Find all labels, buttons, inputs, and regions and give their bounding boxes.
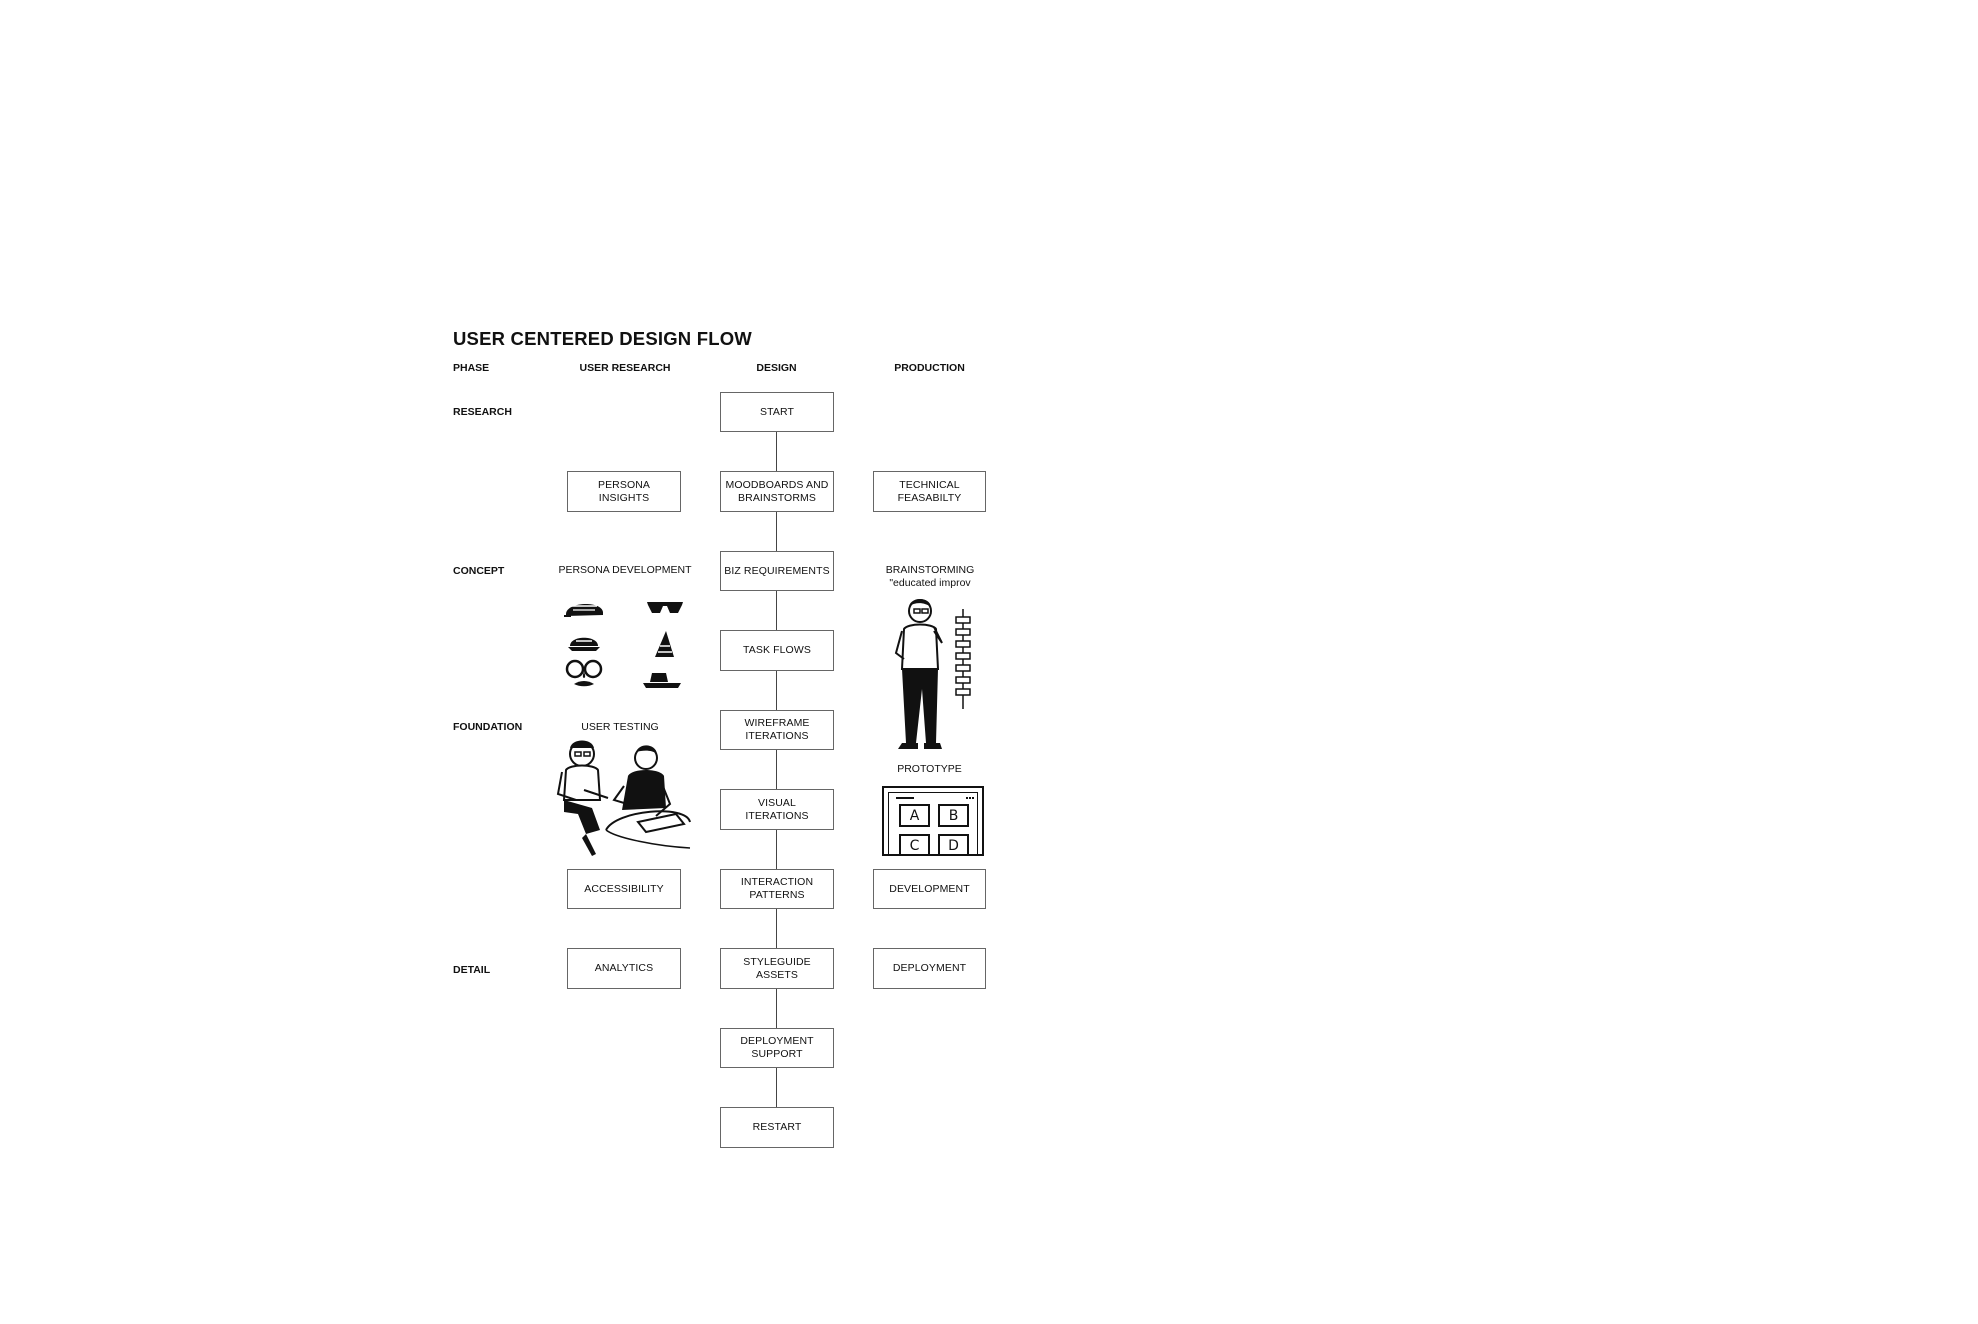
design-step-biz-requirements: BIZ REQUIREMENTS xyxy=(720,551,834,591)
design-step-restart: RESTART xyxy=(720,1107,834,1148)
design-step-task-flows: TASK FLOWS xyxy=(720,630,834,671)
thinking-person-illustration xyxy=(890,597,974,753)
prototype-cell-d: D xyxy=(938,834,969,856)
phase-research: RESEARCH xyxy=(453,406,512,418)
column-header-production: PRODUCTION xyxy=(894,362,965,374)
technical-feasibility-box: TECHNICAL FEASABILTY xyxy=(873,471,986,512)
user-testing-illustration xyxy=(556,738,692,864)
design-step-deployment-support: DEPLOYMENT SUPPORT xyxy=(720,1028,834,1068)
design-step-styleguide-assets: STYLEGUIDE ASSETS xyxy=(720,948,834,989)
prototype-cell-c: C xyxy=(899,834,930,856)
development-box: DEVELOPMENT xyxy=(873,869,986,909)
cap-icon xyxy=(566,632,602,652)
column-header-design: DESIGN xyxy=(756,362,797,374)
diagram-title: USER CENTERED DESIGN FLOW xyxy=(453,328,752,349)
design-step-moodboards: MOODBOARDS AND BRAINSTORMS xyxy=(720,471,834,512)
design-step-wireframe-iterations: WIREFRAME ITERATIONS xyxy=(720,710,834,750)
user-testing-label: USER TESTING xyxy=(581,721,659,733)
party-hat-icon xyxy=(652,630,676,660)
nose-glasses-icon xyxy=(564,660,604,690)
column-header-phase: PHASE xyxy=(453,362,490,374)
design-step-interaction-patterns: INTERACTION PATTERNS xyxy=(720,869,834,909)
phase-concept: CONCEPT xyxy=(453,565,505,577)
phase-foundation: FOUNDATION xyxy=(453,721,523,733)
analytics-box: ANALYTICS xyxy=(567,948,681,989)
helmet-icon xyxy=(563,596,605,620)
prototype-label: PROTOTYPE xyxy=(897,763,962,775)
design-step-start: START xyxy=(720,392,834,432)
deployment-box: DEPLOYMENT xyxy=(873,948,986,989)
sunglasses-icon xyxy=(646,600,684,616)
wireframe-screen-icon xyxy=(882,786,984,856)
design-flow-connector xyxy=(776,432,777,1112)
prototype-cell-b: B xyxy=(938,804,969,827)
persona-development-label: PERSONA DEVELOPMENT xyxy=(558,564,692,576)
column-header-user-research: USER RESEARCH xyxy=(579,362,671,374)
accessibility-box: ACCESSIBILITY xyxy=(567,869,681,909)
persona-insights-box: PERSONA INSIGHTS xyxy=(567,471,681,512)
design-step-visual-iterations: VISUAL ITERATIONS xyxy=(720,789,834,830)
phase-detail: DETAIL xyxy=(453,964,491,976)
hat-brim-icon xyxy=(642,671,682,691)
prototype-cell-a: A xyxy=(899,804,930,827)
brainstorming-label: BRAINSTORMING "educated improv xyxy=(885,564,975,589)
